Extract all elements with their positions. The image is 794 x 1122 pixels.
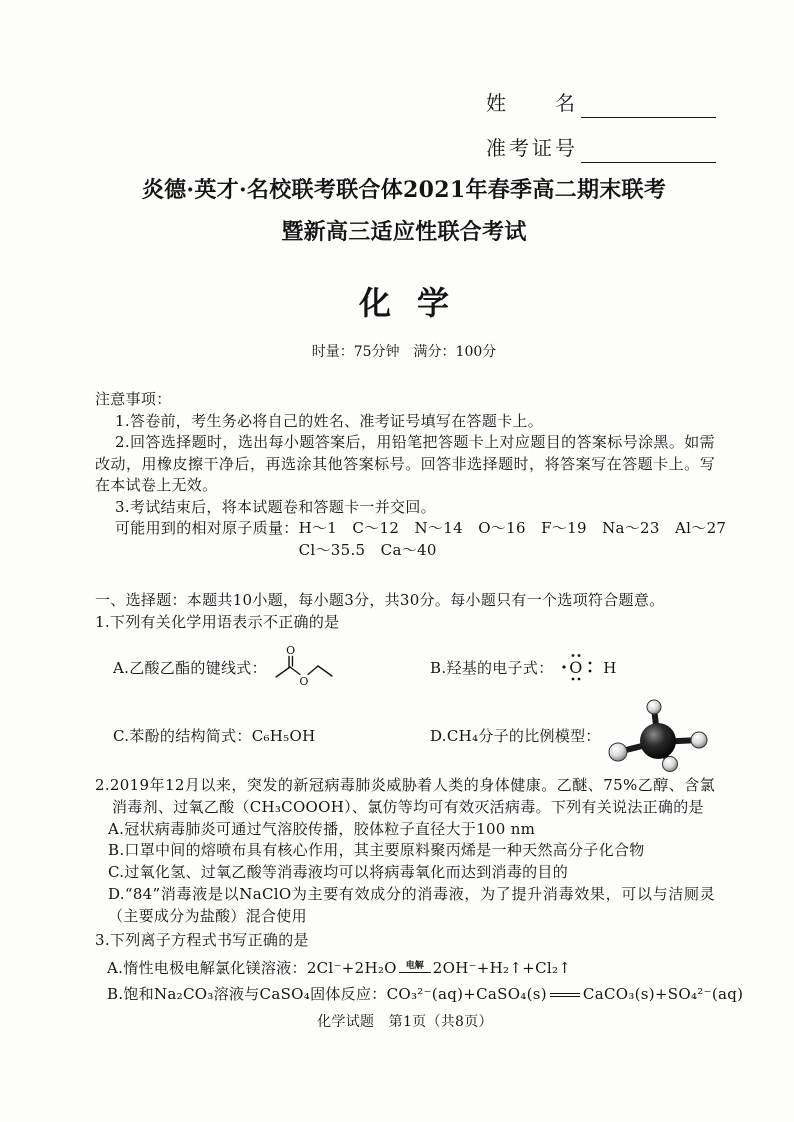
instructions-heading: 注意事项：	[95, 390, 172, 408]
option-a-prefix: A.惰性电极电解氯化镁溶液：	[107, 958, 307, 977]
atomic-masses-line-2: Cl～35.5 Ca～40	[298, 540, 437, 559]
question-3	[95, 929, 744, 1007]
hydroxyl-electron-formula	[560, 652, 624, 682]
instruction-item: 2.回答选择题时，选出每小题答案后，用铅笔把答题卡上对应题目的答案标号涂黑。如需改动，用橡皮擦干净后，再选涂其他答案标号。回答非选择题时，将答案写在答题卡上。写在本试卷上无效。	[95, 433, 715, 494]
exam-title-line-1: 炎德·英才·名校联考联合体2021年春季高二期末联考	[141, 177, 667, 203]
question-3-option-a	[95, 955, 715, 981]
equation-reactants: CO₃²⁻(aq)+CaSO₄(s)	[386, 984, 547, 1003]
candidate-name-blank	[581, 94, 716, 118]
question-1-option-a	[113, 644, 335, 690]
bonding-pair-dot	[588, 662, 591, 665]
atomic-masses-line-1: H～1 C～12 N～14 O～16 F～19 Na～23 Al～27	[298, 519, 727, 537]
section-multiple-choice	[95, 589, 715, 633]
hydrogen-atom	[662, 757, 677, 772]
admission-number-blank	[581, 139, 716, 163]
candidate-name-label: 姓 名	[486, 91, 575, 115]
bond-line	[308, 666, 318, 675]
lone-pair-dot	[577, 654, 580, 657]
question-2-option-c: C.过氧化氢、过氧乙酸等消毒液均可以将病毒氧化而达到消毒的目的	[108, 863, 569, 882]
subject-title: 化学	[358, 284, 475, 322]
reaction-line	[399, 972, 431, 973]
carbon-atom	[640, 723, 676, 759]
bond-line	[318, 666, 332, 676]
option-c-text: C.苯酚的结构简式：C₆H₅OH	[113, 726, 316, 745]
question-1-options-row-2	[95, 698, 715, 772]
bond-line	[276, 667, 290, 677]
atomic-masses-label: 可能用到的相对原子质量：	[115, 519, 299, 537]
question-2-option-b: B.口罩中间的熔喷布具有核心作用，其主要原料聚丙烯是一种天然高分子化合物	[108, 841, 645, 860]
lone-pair-dot	[571, 654, 574, 657]
unpaired-electron-dot	[562, 665, 565, 668]
equation-products: CaCO₃(s)+SO₄²⁻(aq)	[582, 984, 744, 1003]
reaction-condition: 电解	[405, 960, 424, 971]
option-d-text: D.CH₄分子的比例模型：	[430, 726, 601, 745]
candidate-name-row	[486, 91, 716, 115]
question-2-option-a: A.冠状病毒肺炎可通过气溶胶传播，胶体粒子直径大于100 nm	[108, 819, 536, 838]
hydrogen-atom	[609, 743, 627, 761]
question-2-option-d: D.“84”消毒液是以NaClO为主要有效成分的消毒液，为了提升消毒效果，可以与洁厕灵（主要成分为盐酸）混合使用	[108, 884, 715, 925]
hydrogen-atom	[691, 732, 707, 748]
instruction-item: 1.答卷前，考生务必将自己的姓名、准考证号填写在答题卡上。	[115, 411, 544, 430]
subject-heading	[14, 283, 794, 323]
question-3-stem: 3.下列离子方程式书写正确的是	[95, 930, 309, 949]
bonding-pair-dot	[588, 670, 591, 673]
question-3-option-b	[95, 981, 744, 1007]
question-1-option-c	[113, 698, 315, 772]
page-footer: 化学试题 第1页（共8页）	[317, 1013, 493, 1030]
lone-pair-dot	[571, 678, 574, 681]
ester-oxygen-label: O	[299, 675, 309, 688]
hydrogen-atom	[647, 700, 661, 714]
question-1-stem: 1.下列有关化学用语表示不正确的是	[95, 613, 340, 631]
equation-products: 2OH⁻+H₂↑+Cl₂↑	[432, 958, 572, 977]
hydrogen-symbol: H	[602, 659, 617, 677]
exam-title-line-2: 暨新高三适应性联合考试	[281, 219, 527, 245]
question-2-stem: 2.2019年12月以来，突发的新冠病毒肺炎威胁着人类的身体健康。乙醚、75%乙醇、含氯消毒剂、过氧乙酸（CH₃COOOH）、氯仿等均可有效灭活病毒。下列有关说法正确的是	[95, 776, 715, 816]
question-2	[95, 775, 715, 928]
carbonyl-oxygen-label: O	[286, 644, 296, 657]
relative-atomic-masses	[95, 518, 727, 561]
question-1-options-row-1	[95, 644, 715, 690]
methane-molecule-model-icon	[606, 698, 710, 772]
option-b-prefix: B.饱和Na₂CO₃溶液与CaSO₄固体反应：	[107, 984, 387, 1003]
question-1-option-b	[430, 644, 624, 690]
section-heading: 一、选择题：本题共10小题，每小题3分，共30分。每小题只有一个选项符合题意。	[95, 591, 665, 609]
equation-reactants: 2Cl⁻+2H₂O	[306, 958, 397, 977]
admission-number-label: 准考证号	[486, 136, 575, 160]
option-b-text: B.羟基的电子式：	[430, 658, 554, 677]
instruction-item: 3.考试结束后，将本试题卷和答题卡一并交回。	[115, 497, 436, 516]
question-1-option-d	[430, 698, 710, 772]
questions-2-3	[95, 775, 744, 1033]
oxygen-symbol: O	[568, 658, 583, 677]
exam-time-and-score: 时量：75分钟 满分：100分	[311, 344, 497, 360]
equals-sign	[550, 993, 580, 997]
option-a-text: A.乙酸乙酯的键线式：	[113, 658, 267, 677]
electrolysis-arrow	[399, 962, 431, 973]
lone-pair-dot	[577, 678, 580, 681]
exam-instructions	[95, 389, 727, 561]
admission-number-row	[486, 136, 716, 160]
ethyl-acetate-skeletal-formula	[273, 644, 335, 690]
atomic-masses-values	[299, 518, 727, 561]
bond-line	[290, 667, 300, 675]
